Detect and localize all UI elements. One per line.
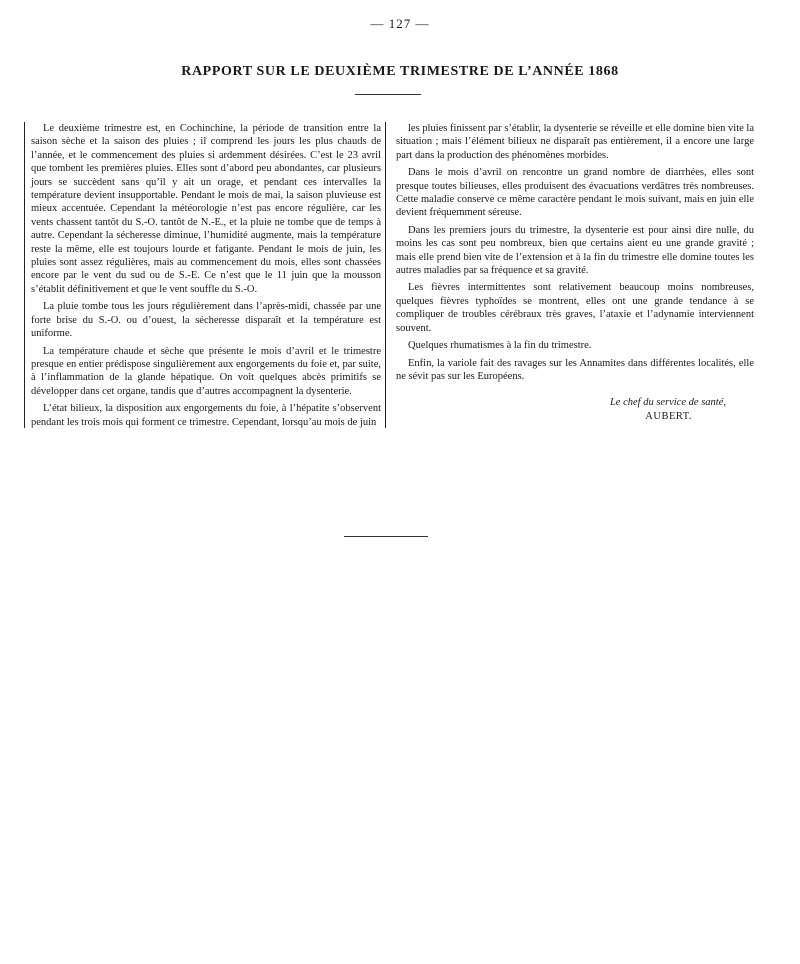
paragraph: Les fièvres intermittentes sont relativement beaucoup moins nombreuses, quelques fièvres typhoïdes se montrent, elles ont une grande tendance à se compliquer de troubles cérébraux très graves, l’ataxie et l’adynamie interviennent souvent. [396, 282, 754, 334]
paragraph: Enfin, la variole fait des ravages sur les Annamites dans différentes localités, elle ne sévit pas sur les Européens. [396, 357, 754, 382]
paragraph: les pluies finissent par s’établir, la dysenterie se réveille et elle domine bien vite la situation ; mais l’élément bilieux ne disparaît pas entièrement, il a encore une large part dans la production des phénomènes morbides. [396, 123, 754, 161]
paragraph: L’état bilieux, la disposition aux engorgements du foie, à l’hépatite s’observent pendant les trois mois qui forment ce trimestre. Cependant, lorsqu’au mois de juin [31, 403, 381, 428]
signature-block [400, 396, 726, 423]
right-column [392, 122, 758, 387]
title-divider [355, 94, 421, 95]
left-column [24, 122, 386, 428]
page-title: RAPPORT SUR LE DEUXIÈME TRIMESTRE DE L’ANNÉE 1868 [181, 64, 619, 79]
paragraph: La température chaude et sèche que présente le mois d’avril et le trimestre presque en entier prédispose singulièrement aux engorgements du foie et, par suite, à l’inflammation de la glande hépatique. On voit quelques abcès primitifs se développer dans cet organe, tandis que d’autres accompagnent la dysenterie. [31, 345, 381, 397]
paragraph: Quelques rhumatismes à la fin du trimestre. [408, 340, 592, 352]
paragraph: La pluie tombe tous les jours régulièrement dans l’après-midi, chassée par une forte brise du S.-O. ou d’ouest, la sécheresse disparaît et la température est uniforme. [31, 301, 381, 340]
signature-name: AUBERT. [645, 410, 692, 422]
paragraph: Dans le mois d’avril on rencontre un grand nombre de diarrhées, elles sont presque toutes bilieuses, elles produisent des évacuations verdâtres très nombreuses. Cette maladie conserve ce même caractère pendant le mois suivant, mais en juin elle devient fréquemment séreuse. [396, 167, 754, 219]
paragraph: Le deuxième trimestre est, en Cochinchine, la période de transition entre la saison sèche et la saison des pluies ; il comprend les jours les plus chauds de l’année, et le commencement des pluies si ardemment désirées. C’est le 23 avril que tombent les premières pluies. Elles sont d’abord peu abondantes, car plusieurs jours se succèdent sans qu’il y ait un orage, et pendant ces intervalles la température devient insupportable. Pendant le mois de mai, la saison pluvieuse est mieux accentuée. Cependant la météorologie n’est pas encore régulière, car les vents chassent tantôt du S.-O. tantôt de N.-E., et la pluie ne tombe que de temps à autre. Cependant la sécheresse diminue, l’humidité augmente, mais la température reste la même, elle est toujours lourde et fatigante. Pendant le mois de juin, les pluies sont assez régulières, mais au commencement du mois, elles sont chassées encore par le vent du sud ou de S.-E. Ce n’est que le 11 juin que la mousson s’établit définitivement et que le vent souffle du S.-O. [31, 123, 381, 295]
paragraph: Dans les premiers jours du trimestre, la dysenterie est pour ainsi dire nulle, du moins les cas sont peu nombreux, bien que certains aient eu une grande gravité ; mais elle prend bien vite de l’extension et à la fin du trimestre elle domine toutes les autres maladies par sa fréquence et sa gravité. [396, 224, 754, 277]
signature-role: Le chef du service de santé, [609, 397, 726, 408]
page-number: — 127 — [370, 16, 430, 31]
end-divider [344, 536, 428, 537]
